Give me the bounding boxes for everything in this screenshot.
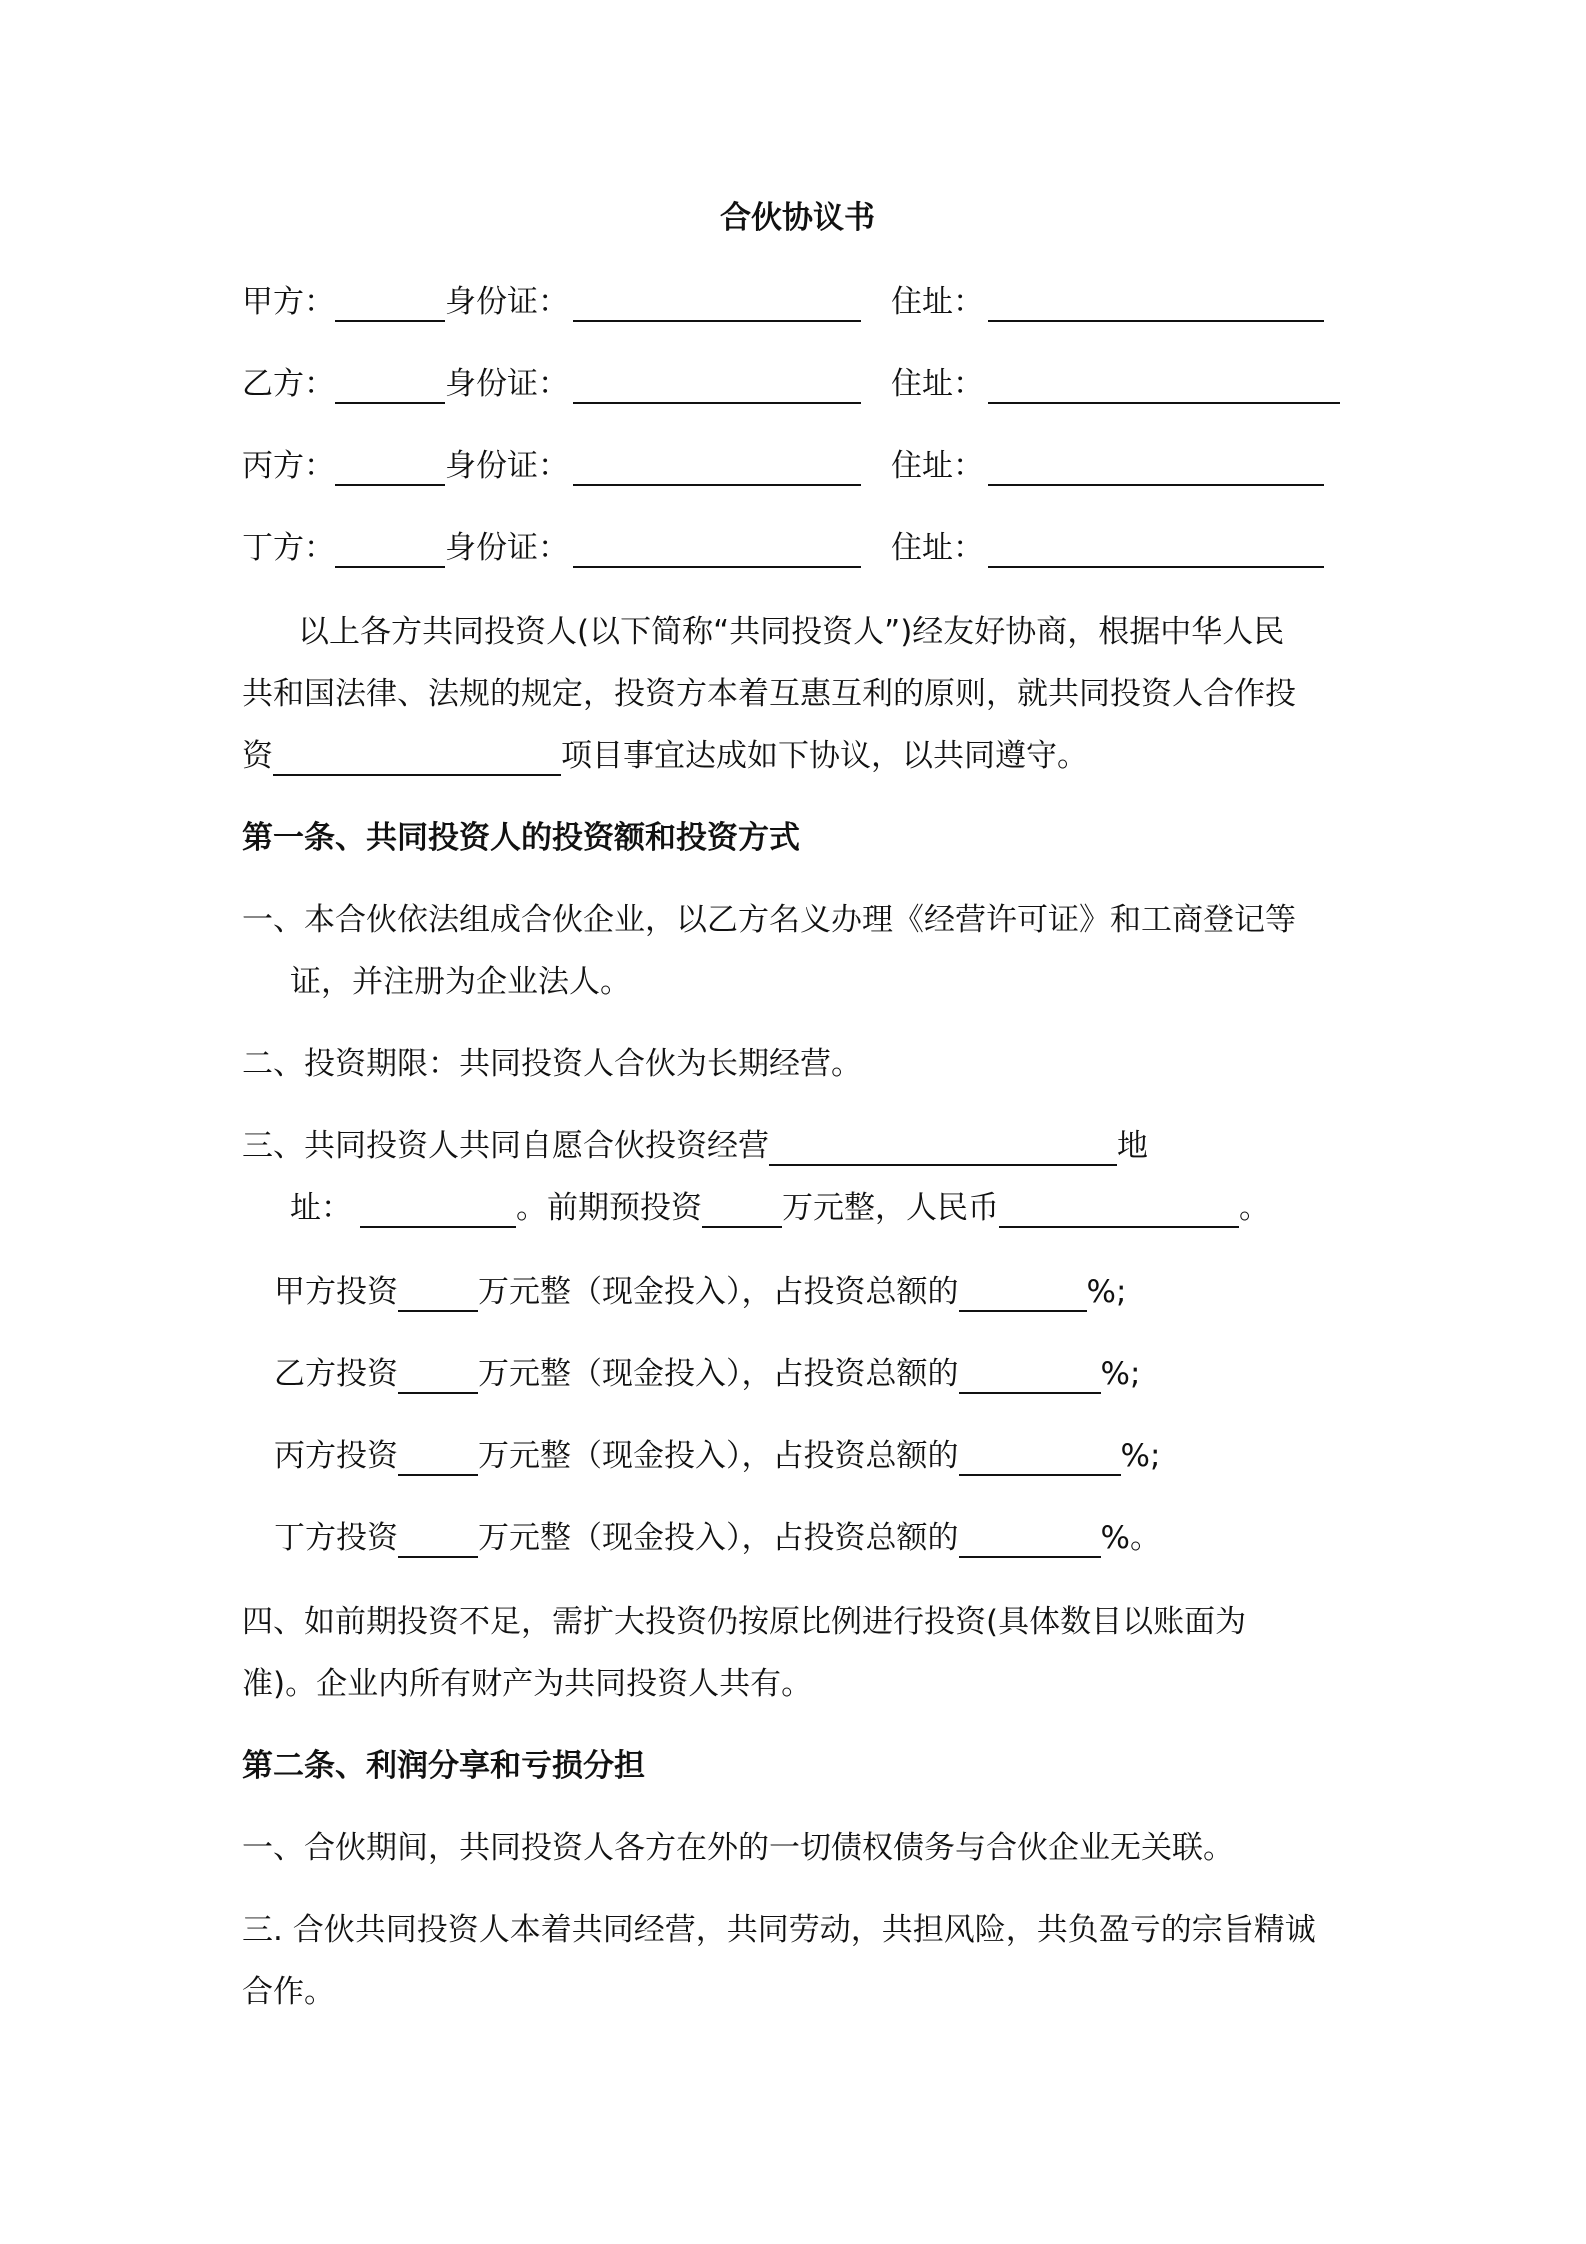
investment-percent-blank bbox=[959, 1440, 1121, 1476]
document-title bbox=[720, 198, 875, 238]
investment-amount-blank bbox=[398, 1440, 478, 1476]
party-name-blank bbox=[335, 532, 445, 568]
investment-row-d bbox=[274, 1518, 1161, 1558]
investment-text: 万元整（现金投入），占投资总额的 bbox=[478, 1356, 959, 1392]
business-blank bbox=[769, 1130, 1117, 1166]
investment-row-a bbox=[274, 1272, 1126, 1312]
id-blank bbox=[573, 450, 861, 486]
party-label: 乙方： bbox=[242, 366, 335, 402]
article-1-item-1 bbox=[242, 900, 1296, 940]
intro-text: 资 bbox=[242, 738, 273, 774]
heading-text: 第一条、共同投资人的投资额和投资方式 bbox=[242, 820, 800, 856]
article-1-item-4 bbox=[242, 1602, 1246, 1642]
clause-text: 万元整，人民币 bbox=[782, 1190, 999, 1226]
id-blank bbox=[573, 532, 861, 568]
party-row-a bbox=[242, 282, 1324, 322]
investment-row-c bbox=[274, 1436, 1160, 1476]
investment-end: %; bbox=[1100, 1356, 1141, 1392]
article-1-item-3 bbox=[242, 1126, 1148, 1166]
clause-text: 四、如前期投资不足，需扩大投资仍按原比例进行投资(具体数目以账面为 bbox=[242, 1604, 1247, 1640]
clause-text: 二、投资期限：共同投资人合伙为长期经营。 bbox=[242, 1046, 862, 1082]
intro-line-3 bbox=[242, 736, 1088, 776]
id-label: 身份证： bbox=[445, 448, 569, 484]
address-blank bbox=[988, 532, 1324, 568]
clause-text: 证，并注册为企业法人。 bbox=[290, 964, 631, 1000]
article-1-item-1-cont bbox=[290, 962, 631, 1002]
project-blank bbox=[273, 740, 561, 776]
investment-text: 万元整（现金投入），占投资总额的 bbox=[478, 1438, 959, 1474]
investment-party: 丁方投资 bbox=[274, 1520, 398, 1556]
title-text: 合伙协议书 bbox=[720, 200, 875, 236]
article-2-heading bbox=[242, 1746, 645, 1786]
amount-blank bbox=[702, 1192, 782, 1228]
party-label: 甲方： bbox=[242, 284, 335, 320]
article-2-item-1 bbox=[242, 1828, 1234, 1868]
investment-party: 乙方投资 bbox=[274, 1356, 398, 1392]
address-blank bbox=[360, 1192, 516, 1228]
party-row-c bbox=[242, 446, 1324, 486]
investment-party: 甲方投资 bbox=[274, 1274, 398, 1310]
party-label: 丙方： bbox=[242, 448, 335, 484]
intro-text: 以上各方共同投资人(以下简称“共同投资人”)经友好协商，根据中华人民 bbox=[298, 614, 1285, 650]
address-label: 住址： bbox=[891, 530, 984, 566]
party-name-blank bbox=[335, 368, 445, 404]
clause-text: 。 bbox=[1239, 1190, 1270, 1226]
clause-text: 合作。 bbox=[242, 1974, 335, 2010]
id-label: 身份证： bbox=[445, 530, 569, 566]
article-1-heading bbox=[242, 818, 800, 858]
id-blank bbox=[573, 286, 861, 322]
id-blank bbox=[573, 368, 861, 404]
investment-end: %; bbox=[1086, 1274, 1127, 1310]
address-blank bbox=[988, 368, 1340, 404]
clause-text: 准)。企业内所有财产为共同投资人共有。 bbox=[242, 1666, 813, 1702]
intro-text: 项目事宜达成如下协议，以共同遵守。 bbox=[561, 738, 1088, 774]
clause-text: 三、共同投资人共同自愿合伙投资经营 bbox=[242, 1128, 769, 1164]
investment-text: 万元整（现金投入），占投资总额的 bbox=[478, 1520, 959, 1556]
address-label: 住址： bbox=[891, 366, 984, 402]
clause-text: 。前期预投资 bbox=[516, 1190, 702, 1226]
clause-text: 址： bbox=[290, 1190, 352, 1226]
clause-text: 一、合伙期间，共同投资人各方在外的一切债权债务与合伙企业无关联。 bbox=[242, 1830, 1234, 1866]
investment-amount-blank bbox=[398, 1276, 478, 1312]
clause-text: 三. 合伙共同投资人本着共同经营，共同劳动，共担风险，共负盈亏的宗旨精诚 bbox=[242, 1912, 1316, 1948]
id-label: 身份证： bbox=[445, 366, 569, 402]
id-label: 身份证： bbox=[445, 284, 569, 320]
intro-text: 共和国法律、法规的规定，投资方本着互惠互利的原则，就共同投资人合作投 bbox=[242, 676, 1296, 712]
address-blank bbox=[988, 450, 1324, 486]
rmb-blank bbox=[999, 1192, 1239, 1228]
article-2-item-3 bbox=[242, 1910, 1316, 1950]
investment-party: 丙方投资 bbox=[274, 1438, 398, 1474]
investment-end: %。 bbox=[1100, 1520, 1161, 1556]
article-1-item-2 bbox=[242, 1044, 862, 1084]
heading-text: 第二条、利润分享和亏损分担 bbox=[242, 1748, 645, 1784]
intro-line-2 bbox=[242, 674, 1296, 714]
investment-percent-blank bbox=[959, 1276, 1087, 1312]
address-label: 住址： bbox=[891, 284, 984, 320]
investment-percent-blank bbox=[959, 1522, 1101, 1558]
investment-percent-blank bbox=[959, 1358, 1101, 1394]
article-1-item-3-cont bbox=[290, 1188, 1270, 1228]
party-label: 丁方： bbox=[242, 530, 335, 566]
address-label: 住址： bbox=[891, 448, 984, 484]
address-blank bbox=[988, 286, 1324, 322]
party-name-blank bbox=[335, 450, 445, 486]
party-name-blank bbox=[335, 286, 445, 322]
investment-end: %; bbox=[1120, 1438, 1161, 1474]
party-row-d bbox=[242, 528, 1324, 568]
article-2-item-3-cont bbox=[242, 1972, 335, 2012]
article-1-item-4-cont bbox=[242, 1664, 812, 1704]
investment-text: 万元整（现金投入），占投资总额的 bbox=[478, 1274, 959, 1310]
clause-text: 地 bbox=[1117, 1128, 1148, 1164]
intro-line-1 bbox=[298, 612, 1284, 652]
party-row-b bbox=[242, 364, 1340, 404]
investment-amount-blank bbox=[398, 1522, 478, 1558]
clause-text: 一、本合伙依法组成合伙企业，以乙方名义办理《经营许可证》和工商登记等 bbox=[242, 902, 1296, 938]
investment-amount-blank bbox=[398, 1358, 478, 1394]
investment-row-b bbox=[274, 1354, 1140, 1394]
